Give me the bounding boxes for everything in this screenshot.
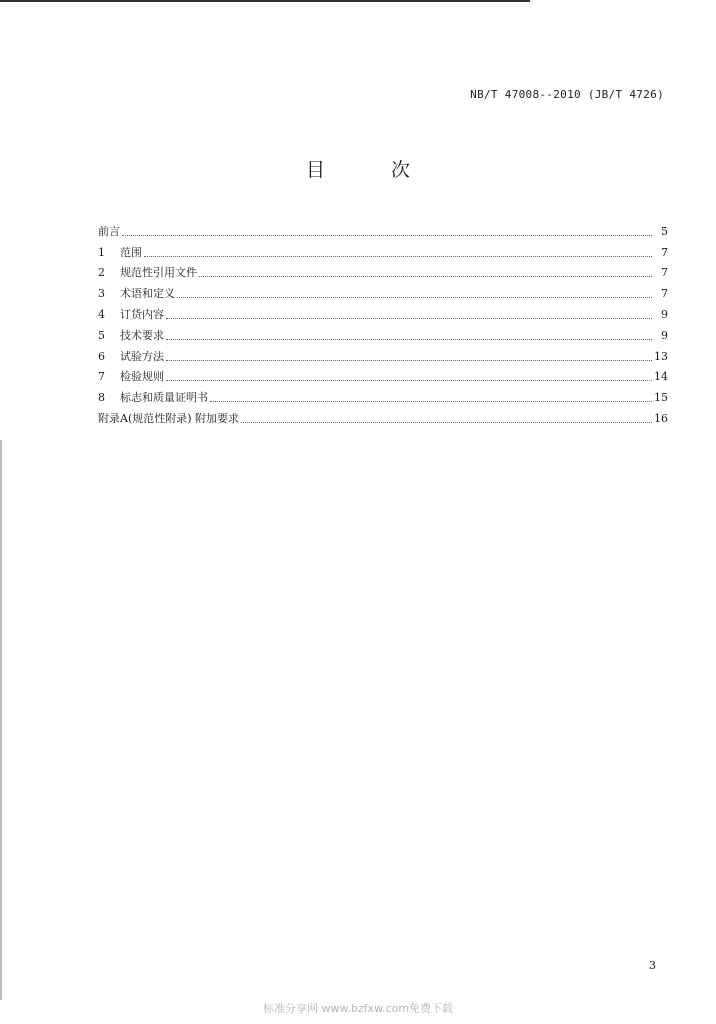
toc-number: 6 [98,349,105,363]
toc-row-foreword[interactable] [98,218,668,239]
toc-label: 范围 [120,245,142,259]
toc-page: 7 [661,245,668,259]
page-title: 目 次 [305,159,441,181]
toc-leader [144,256,652,257]
toc-label: 前言 [98,224,120,238]
toc-page: 5 [661,224,668,238]
toc-page: 14 [654,370,668,384]
standard-code: NB/T 47008--2010 (JB/T 4726) [470,88,664,101]
toc-page: 7 [661,266,668,280]
toc-number: 3 [98,287,105,301]
toc-page: 7 [661,287,668,301]
toc-row-normative-references[interactable] [98,260,668,281]
toc-label: 术语和定义 [120,287,175,301]
toc-number: 5 [98,328,105,342]
toc-number: 1 [98,245,105,259]
toc-page: 16 [654,411,668,425]
toc-leader [199,276,652,277]
toc-leader [122,235,652,236]
toc-number: 2 [98,266,105,280]
toc-page: 9 [661,307,668,321]
toc-number: 7 [98,370,105,384]
toc-label: 附录A(规范性附录) 附加要求 [98,411,240,425]
toc-page: 9 [661,328,668,342]
toc-row-appendix-a[interactable] [98,405,668,426]
toc-row-terms[interactable] [98,280,668,301]
toc-leader [166,360,652,361]
toc-number: 4 [98,307,105,321]
toc-label: 技术要求 [120,328,164,342]
toc-label: 规范性引用文件 [120,266,197,280]
toc-leader [241,422,652,423]
toc-label: 试验方法 [120,349,164,363]
scan-edge [0,440,2,1000]
toc-label: 标志和质量证明书 [120,391,208,405]
toc-leader [210,401,652,402]
toc-page: 13 [654,349,668,363]
watermark: 标准分享网 www.bzfxw.com免费下载 [262,1002,454,1015]
toc-page: 15 [654,391,668,405]
toc-leader [166,318,652,319]
toc-row-test-methods[interactable] [98,343,668,364]
toc-leader [166,339,652,340]
toc-row-marking[interactable] [98,384,668,405]
toc-row-inspection-rules[interactable] [98,364,668,385]
top-rule [0,0,530,2]
toc-label: 订货内容 [120,307,164,321]
toc-number: 8 [98,391,105,405]
table-of-contents [98,218,668,426]
page-number: 3 [649,959,656,972]
toc-row-requirements[interactable] [98,322,668,343]
toc-row-ordering[interactable] [98,301,668,322]
toc-label: 检验规则 [120,370,164,384]
toc-leader [166,380,652,381]
toc-row-scope[interactable] [98,239,668,260]
toc-leader [177,297,652,298]
